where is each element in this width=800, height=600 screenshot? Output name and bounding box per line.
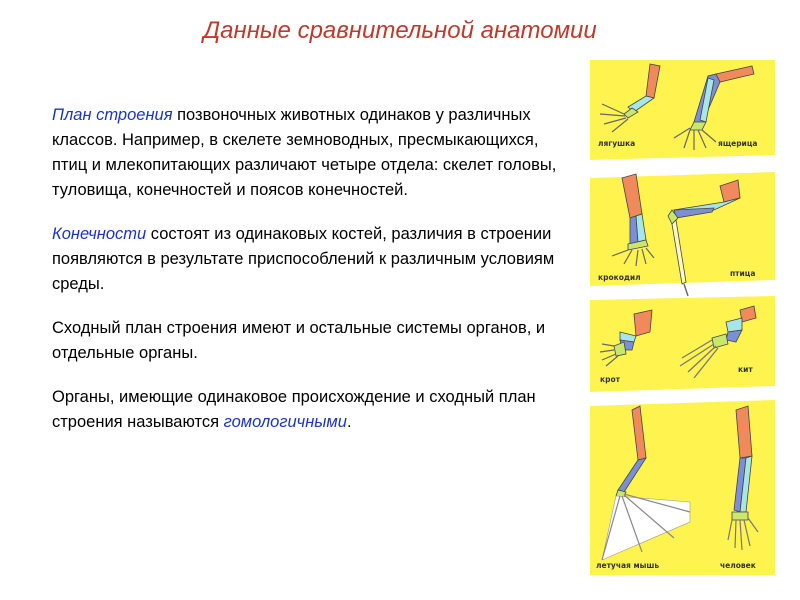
- label-whale: кит: [738, 365, 753, 374]
- keyword-homologous: гомологичными: [223, 413, 347, 431]
- limb-figure-svg: [590, 60, 775, 575]
- page-title: Данные сравнительной анатомии: [203, 17, 597, 44]
- paragraph-structure-plan: [52, 103, 562, 203]
- label-human: человек: [720, 561, 756, 570]
- paragraph-limbs: [52, 222, 562, 297]
- paragraph-structure-plan-text: позвоночных животных одинаков у различных классов. Например, в скелете земноводных, пресмыкающихся, птиц и млекопитающих различают четыре отдела: скелет головы, туловища, конечностей и поясов конечностей.: [52, 106, 557, 199]
- label-mole: крот: [600, 375, 620, 384]
- paragraph-homologous-tail: .: [346, 413, 352, 431]
- paragraph-other-systems-text: Сходный план строения имеют и остальные системы органов, и отдельные органы.: [52, 319, 546, 362]
- keyword-limbs: Конечности: [52, 225, 147, 243]
- paragraph-limbs-text: состоят из одинаковых костей, различия в строении появляются в результате приспособлений к различным условиям среды.: [52, 225, 555, 293]
- limb-comparison-figure: [590, 60, 775, 575]
- label-lizard: ящерица: [718, 139, 758, 148]
- keyword-structure-plan: План строения: [52, 106, 173, 124]
- paragraph-homologous: [52, 385, 562, 435]
- paragraph-other-systems: [52, 316, 562, 366]
- label-frog: лягушка: [598, 139, 636, 148]
- label-bird: птица: [730, 269, 756, 278]
- label-bat: летучая мышь: [596, 561, 660, 570]
- label-crocodile: крокодил: [598, 273, 641, 282]
- paragraph-homologous-text: Органы, имеющие одинаковое происхождение и сходный план строения называются: [52, 388, 536, 431]
- main-text: [52, 103, 562, 454]
